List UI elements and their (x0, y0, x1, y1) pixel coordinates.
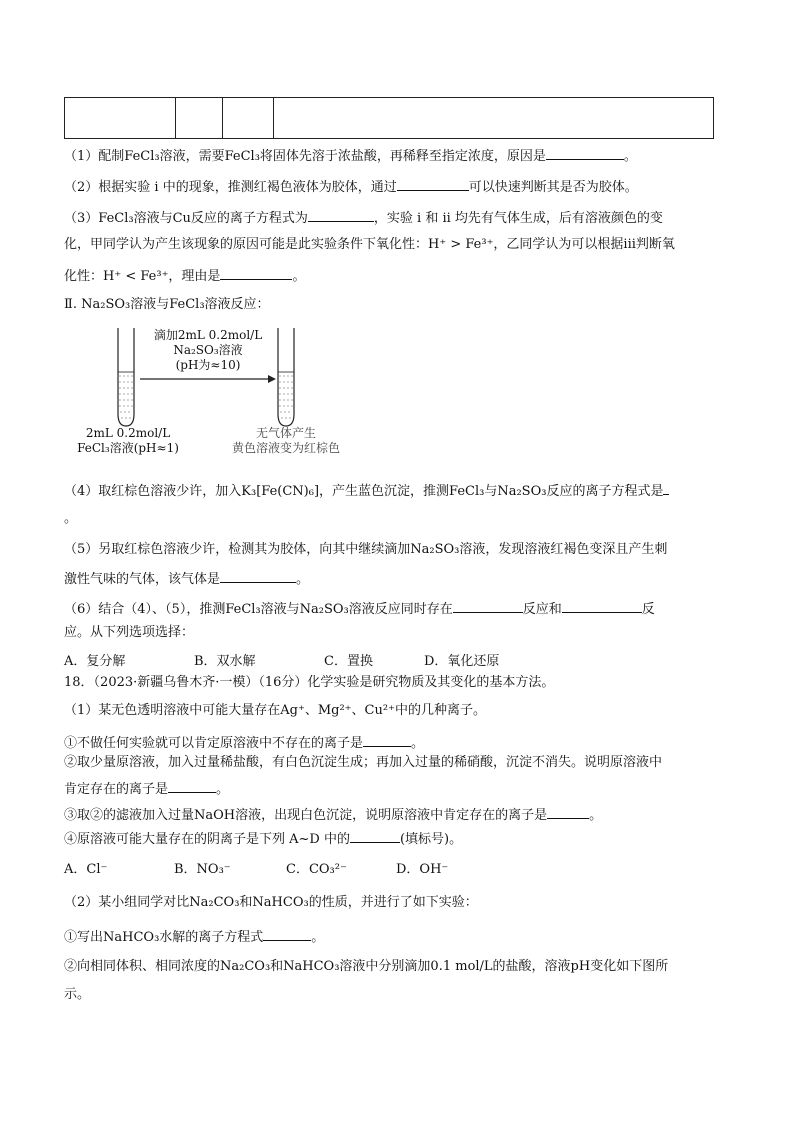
text: 反应和 (522, 602, 562, 617)
option-d: D．氧化还原 (424, 654, 500, 669)
text: 肯定存在的离子是 (64, 782, 169, 797)
q18-sub4 (64, 828, 462, 849)
text: ，实验 i 和 ii 均先有气体生成，后有溶液颜色的变 (373, 211, 663, 226)
answer-blank (663, 480, 669, 495)
caption-line: 无气体产生 (255, 426, 316, 440)
answer-blank (220, 568, 296, 583)
q18-part2: （2）某小组同学对比Na₂CO₃和NaHCO₃的性质，并进行了如下实验： (64, 895, 478, 910)
left-tube-caption (70, 426, 186, 456)
q17-part3-line1 (64, 207, 663, 228)
table-cell (223, 98, 274, 139)
text: ①不做任何实验就可以肯定原溶液中不存在的离子是 (64, 736, 364, 751)
q18-part2-sub1 (64, 926, 324, 947)
option-a: A．复分解 (64, 654, 126, 669)
table-fragment (64, 97, 714, 139)
q17-part3-line2: 化，甲同学认为产生该现象的原因可能是此实验条件下氧化性：H⁺ > Fe³⁺，乙同学认为可以根据iii判断氧 (64, 237, 675, 252)
left-test-tube (118, 328, 134, 426)
q18-sub1 (64, 732, 424, 753)
q17-part6-line2: 应。从下列选项选择： (64, 625, 195, 640)
option-c: C．置换 (324, 654, 373, 669)
text: （2）根据实验 i 中的现象，推测红褐色液体为胶体，通过 (64, 180, 397, 195)
right-test-tube (278, 328, 294, 426)
table-cell (65, 98, 176, 139)
q17-part5-line1: （5）另取红棕色溶液少许，检测其为胶体，向其中继续滴加Na₂SO₃溶液，发现溶液红褐色变深且产生刺 (64, 542, 668, 557)
option-b: B．双水解 (194, 654, 256, 669)
text: 。 (216, 782, 230, 797)
table-cell (176, 98, 223, 139)
q18-part2-sub2-line1: ②向相同体积、相同浓度的Na₂CO₃和NaHCO₃溶液中分别滴加0.1 mol/L的盐酸，溶液pH变化如下图所 (64, 959, 669, 974)
option-b: B．NO₃⁻ (174, 862, 231, 877)
text: ①写出NaHCO₃水解的离子方程式 (64, 930, 264, 945)
q17-part2 (64, 176, 638, 197)
text: ④原溶液可能大量存在的阴离子是下列 A~D 中的 (64, 832, 350, 847)
text: 。 (589, 808, 603, 823)
q18-sub2-line2 (64, 778, 229, 799)
arrow (140, 375, 276, 383)
caption-line: 2mL 0.2mol/L (85, 426, 171, 440)
text: 。 (311, 930, 325, 945)
right-tube-caption (220, 426, 352, 456)
q18-sub2-line1: ②取少量原溶液，加入过量稀盐酸，有白色沉淀生成；再加入过量的稀硝酸，沉淀不消失。说明原溶液中 (64, 755, 663, 770)
answer-blank (363, 732, 411, 747)
text: 。 (296, 572, 310, 587)
text: 。 (411, 736, 425, 751)
option-c: C．CO₃²⁻ (286, 862, 347, 877)
section-heading-ii: Ⅱ. Na₂SO₃溶液与FeCl₃溶液反应： (64, 297, 270, 312)
text: 。 (292, 269, 306, 284)
table-cell (274, 98, 714, 139)
arrow-caption (150, 328, 266, 373)
caption-line: 滴加2mL 0.2mol/L (153, 328, 263, 342)
text: 反 (641, 602, 655, 617)
answer-blank (220, 265, 292, 280)
answer-blank (168, 778, 216, 793)
q18-sub3 (64, 804, 602, 825)
option-d: D．OH⁻ (396, 862, 449, 877)
text: 化性：H⁺ < Fe³⁺，理由是 (64, 269, 221, 284)
q17-part1 (64, 145, 637, 166)
answer-blank (562, 598, 642, 613)
text: （6）结合（4）、（5），推测FeCl₃溶液与Na₂SO₃溶液反应同时存在 (64, 602, 453, 617)
q18-heading: 18．（2023·新疆乌鲁木齐·一模）（16分）化学实验是研究物质及其变化的基本方法。 (64, 675, 555, 690)
q17-part4-line1 (64, 480, 669, 501)
q18-part1: （1）某无色透明溶液中可能大量存在Ag⁺、Mg²⁺、Cu²⁺中的几种离子。 (64, 703, 486, 718)
answer-blank (546, 145, 624, 160)
text: 激性气味的气体，该气体是 (64, 572, 221, 587)
caption-line: (pH为≈10) (175, 358, 241, 372)
caption-line: 黄色溶液变为红棕色 (231, 441, 340, 455)
answer-blank (308, 207, 374, 222)
q17-part3-line3 (64, 265, 305, 286)
text: （4）取红棕色溶液少许，加入K₃[Fe(CN)₆]，产生蓝色沉淀，推测FeCl₃与Na₂SO₃反应的离子方程式是 (64, 484, 664, 499)
text: ③取②的滤液加入过量NaOH溶液，出现白色沉淀，说明原溶液中肯定存在的离子是 (64, 808, 548, 823)
answer-blank (350, 828, 400, 843)
text: （1）配制FeCl₃溶液，需要FeCl₃将固体先溶于浓盐酸，再稀释至指定浓度，原因是 (64, 149, 546, 164)
answer-blank (263, 926, 311, 941)
q18-part2-sub2-line2: 示。 (64, 987, 91, 1002)
answer-blank (453, 598, 523, 613)
answer-blank (547, 804, 589, 819)
caption-line: Na₂SO₃溶液 (173, 343, 243, 357)
q17-part6-line1 (64, 598, 655, 619)
text: 。 (623, 149, 637, 164)
q17-part4-line2: 。 (64, 511, 78, 526)
text: （3）FeCl₃溶液与Cu反应的离子方程式为 (64, 211, 308, 226)
q17-part5-line2 (64, 568, 309, 589)
answer-blank (397, 176, 469, 191)
text: 可以快速判断其是否为胶体。 (468, 180, 638, 195)
option-a: A．Cl⁻ (64, 862, 108, 877)
experiment-figure (70, 322, 410, 462)
caption-line: FeCl₃溶液(pH≈1) (77, 441, 179, 455)
text: (填标号)。 (399, 832, 463, 847)
